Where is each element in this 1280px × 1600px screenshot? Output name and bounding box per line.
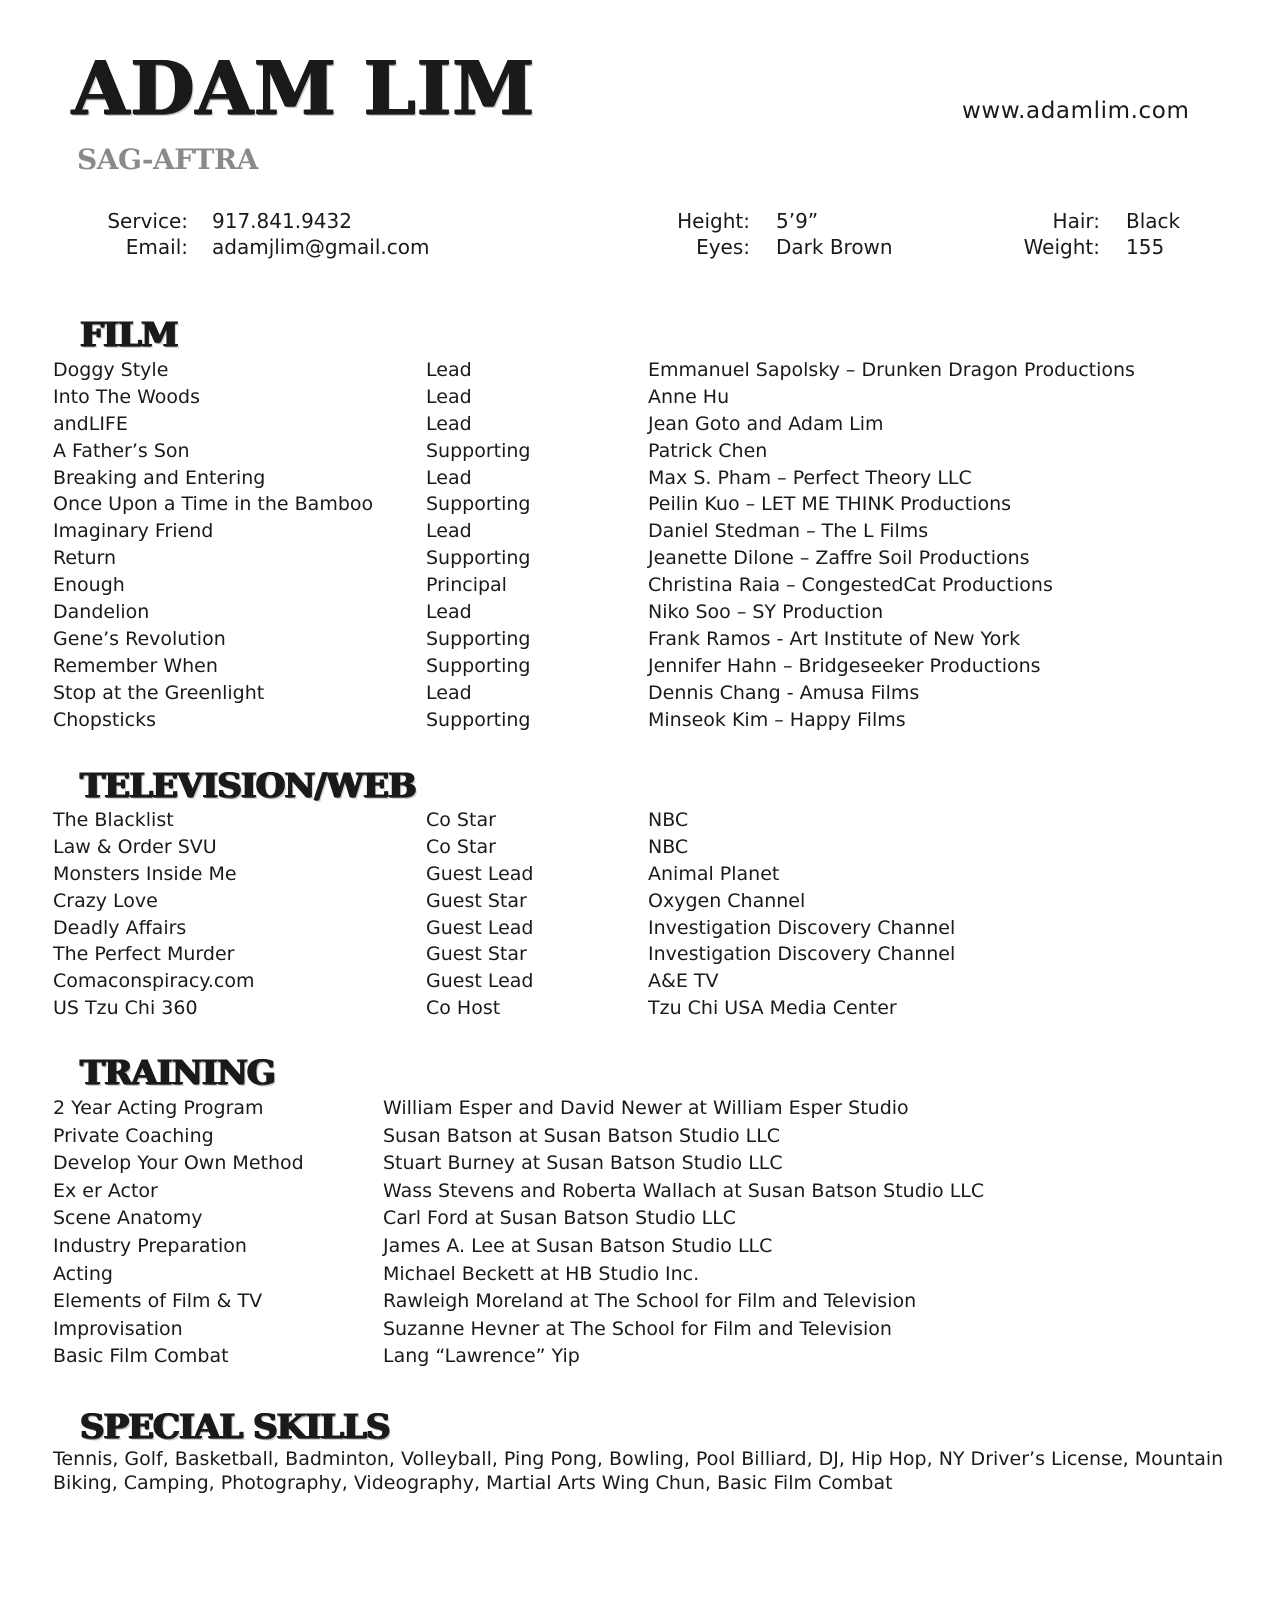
training-course: Scene Anatomy bbox=[53, 1207, 203, 1230]
tv-network: Animal Planet bbox=[648, 862, 780, 885]
training-course: Improvisation bbox=[53, 1317, 183, 1340]
film-role: Principal bbox=[426, 574, 507, 597]
film-title: A Father’s Son bbox=[53, 439, 190, 462]
film-role: Lead bbox=[426, 359, 472, 381]
film-role: Supporting bbox=[426, 708, 531, 731]
tv-role: Guest Lead bbox=[426, 862, 534, 885]
film-title: Once Upon a Time in the Bamboo bbox=[53, 493, 374, 516]
tv-title: US Tzu Chi 360 bbox=[53, 997, 198, 1020]
skills-text: Tennis, Golf, Basketball, Badminton, Volleyball, Ping Pong, Bowling, Pool Billiard, DJ, Hip Hop, NY Driver’s License, Mountain Biking, Camping, Photography, Videography, Martial Arts Wing Chun, Basic Film Combat bbox=[53, 1448, 1224, 1494]
skills-heading: SPECIAL SKILLS bbox=[80, 1407, 390, 1447]
training-teacher: James A. Lee at Susan Batson Studio LLC bbox=[383, 1234, 773, 1257]
training-heading: TRAINING bbox=[80, 1053, 275, 1093]
film-role: Supporting bbox=[426, 547, 531, 570]
tv-role: Guest Star bbox=[426, 889, 527, 912]
training-course: Elements of Film & TV bbox=[53, 1290, 263, 1313]
eyes-label: Eyes: bbox=[696, 235, 750, 259]
training-teacher: Susan Batson at Susan Batson Studio LLC bbox=[383, 1124, 781, 1147]
training-course: Industry Preparation bbox=[53, 1234, 247, 1257]
weight-label: Weight: bbox=[1023, 235, 1100, 259]
tv-role: Co Star bbox=[426, 809, 496, 831]
website-link[interactable]: www.adamlim.com bbox=[962, 98, 1190, 124]
training-teacher: Stuart Burney at Susan Batson Studio LLC bbox=[383, 1152, 783, 1175]
film-credit: Emmanuel Sapolsky – Drunken Dragon Productions bbox=[648, 359, 1135, 381]
film-credit: Minseok Kim – Happy Films bbox=[648, 708, 906, 731]
contact-email bbox=[100, 235, 429, 260]
film-credit: Anne Hu bbox=[648, 385, 730, 408]
film-role: Supporting bbox=[426, 439, 531, 462]
service-label: Service: bbox=[107, 209, 188, 233]
training-course: Ex er Actor bbox=[53, 1179, 158, 1202]
tv-network: Investigation Discovery Channel bbox=[648, 916, 956, 939]
service-value: 917.841.9432 bbox=[212, 209, 352, 233]
weight-value: 155 bbox=[1126, 235, 1165, 259]
tv-network: NBC bbox=[648, 835, 689, 858]
film-title: Return bbox=[53, 547, 117, 570]
eyes-value: Dark Brown bbox=[776, 235, 893, 259]
training-course: Private Coaching bbox=[53, 1124, 214, 1147]
film-role: Lead bbox=[426, 520, 472, 543]
tv-title: The Perfect Murder bbox=[53, 943, 235, 966]
tv-title: The Blacklist bbox=[53, 809, 174, 831]
tv-title: Deadly Affairs bbox=[53, 916, 187, 939]
training-teacher: Suzanne Hevner at The School for Film and Television bbox=[383, 1317, 892, 1340]
training-teacher: Wass Stevens and Roberta Wallach at Susan Batson Studio LLC bbox=[383, 1179, 985, 1202]
film-role: Lead bbox=[426, 601, 472, 624]
film-role: Lead bbox=[426, 385, 472, 408]
training-teacher: William Esper and David Newer at William Esper Studio bbox=[383, 1097, 909, 1119]
film-title: andLIFE bbox=[53, 412, 128, 435]
training-teacher: Carl Ford at Susan Batson Studio LLC bbox=[383, 1207, 737, 1230]
film-credit: Jeanette Dilone – Zaffre Soil Productions bbox=[648, 547, 1030, 570]
film-role: Supporting bbox=[426, 654, 531, 677]
tv-title: Crazy Love bbox=[53, 889, 158, 912]
union-affiliation: SAG-AFTRA bbox=[77, 143, 258, 176]
height-value: 5’9” bbox=[776, 209, 819, 233]
tv-role: Guest Lead bbox=[426, 916, 534, 939]
training-course: Develop Your Own Method bbox=[53, 1152, 304, 1175]
tv-title: Comaconspiracy.com bbox=[53, 970, 255, 993]
height-label: Height: bbox=[677, 209, 750, 233]
film-credit: Jean Goto and Adam Lim bbox=[648, 412, 884, 435]
email-label: Email: bbox=[125, 235, 188, 259]
tv-network: A&E TV bbox=[648, 970, 719, 993]
stat-eyes bbox=[640, 235, 893, 260]
contact-service bbox=[100, 209, 352, 234]
training-teacher: Lang “Lawrence” Yip bbox=[383, 1345, 580, 1368]
film-role: Lead bbox=[426, 466, 472, 489]
film-credit: Peilin Kuo – LET ME THINK Productions bbox=[648, 493, 1012, 516]
film-credit: Christina Raia – CongestedCat Productions bbox=[648, 574, 1053, 597]
tv-role: Co Star bbox=[426, 835, 496, 858]
tv-network: Investigation Discovery Channel bbox=[648, 943, 956, 966]
training-course: Acting bbox=[53, 1262, 113, 1285]
television-heading: TELEVISION/WEB bbox=[80, 766, 416, 806]
film-role: Lead bbox=[426, 412, 472, 435]
tv-title: Monsters Inside Me bbox=[53, 862, 237, 885]
tv-network: Oxygen Channel bbox=[648, 889, 806, 912]
email-value[interactable]: adamjlim@gmail.com bbox=[212, 235, 430, 259]
stat-weight bbox=[990, 235, 1164, 260]
film-role: Supporting bbox=[426, 627, 531, 650]
film-title: Chopsticks bbox=[53, 708, 156, 731]
hair-value: Black bbox=[1126, 209, 1181, 233]
tv-role: Guest Star bbox=[426, 943, 527, 966]
film-credit: Jennifer Hahn – Bridgeseeker Productions bbox=[648, 654, 1041, 677]
hair-label: Hair: bbox=[1052, 209, 1100, 233]
tv-network: NBC bbox=[648, 809, 689, 831]
film-credit: Frank Ramos - Art Institute of New York bbox=[648, 627, 1021, 650]
film-credit: Dennis Chang - Amusa Films bbox=[648, 681, 920, 704]
film-title: Imaginary Friend bbox=[53, 520, 214, 543]
actor-name: ADAM LIM bbox=[72, 46, 536, 132]
tv-role: Guest Lead bbox=[426, 970, 534, 993]
tv-network: Tzu Chi USA Media Center bbox=[648, 997, 897, 1020]
film-credit: Max S. Pham – Perfect Theory LLC bbox=[648, 466, 972, 489]
training-course: Basic Film Combat bbox=[53, 1345, 229, 1368]
film-title: Into The Woods bbox=[53, 385, 201, 408]
film-title: Remember When bbox=[53, 654, 218, 677]
film-title: Breaking and Entering bbox=[53, 466, 266, 489]
training-teacher: Rawleigh Moreland at The School for Film and Television bbox=[383, 1290, 917, 1313]
tv-title: Law & Order SVU bbox=[53, 835, 217, 858]
film-title: Gene’s Revolution bbox=[53, 627, 226, 650]
film-title: Enough bbox=[53, 574, 125, 597]
film-title: Dandelion bbox=[53, 601, 150, 624]
film-credit: Daniel Stedman – The L Films bbox=[648, 520, 929, 543]
film-heading: FILM bbox=[80, 315, 178, 355]
tv-role: Co Host bbox=[426, 997, 501, 1020]
stat-hair bbox=[990, 209, 1180, 234]
stat-height bbox=[640, 209, 818, 234]
film-title: Doggy Style bbox=[53, 359, 169, 381]
film-role: Supporting bbox=[426, 493, 531, 516]
film-role: Lead bbox=[426, 681, 472, 704]
training-course: 2 Year Acting Program bbox=[53, 1097, 264, 1119]
film-credit: Niko Soo – SY Production bbox=[648, 601, 884, 624]
training-teacher: Michael Beckett at HB Studio Inc. bbox=[383, 1262, 700, 1285]
film-title: Stop at the Greenlight bbox=[53, 681, 265, 704]
film-credit: Patrick Chen bbox=[648, 439, 768, 462]
